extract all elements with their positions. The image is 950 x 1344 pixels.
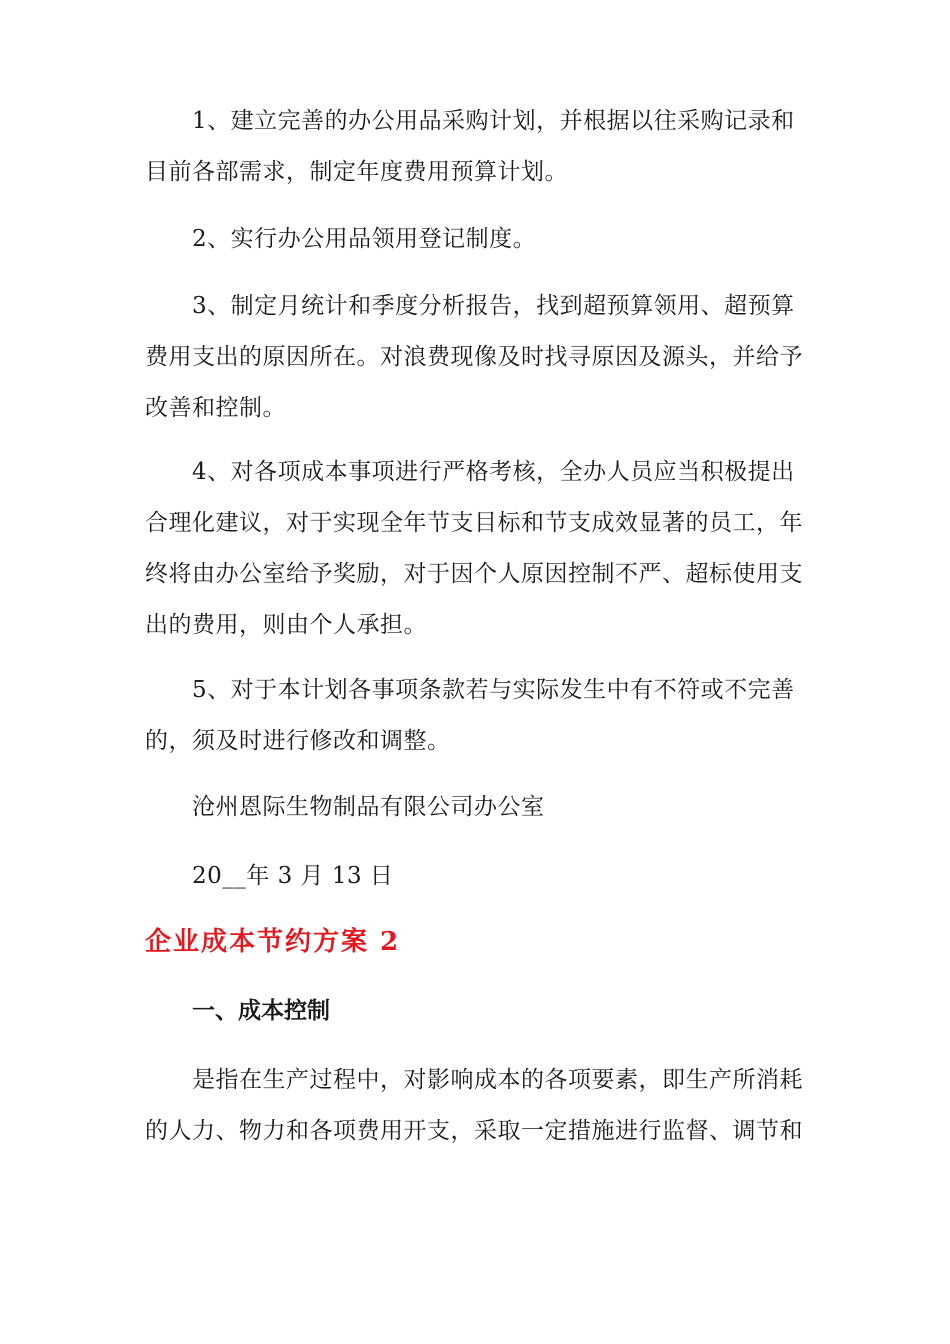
signature-org: 沧州恩际生物制品有限公司办公室 <box>192 794 545 820</box>
item-4-line-4: 出的费用，则由个人承担。 <box>145 612 427 638</box>
item-2-line-1: 2、实行办公用品领用登记制度。 <box>192 226 537 252</box>
item-5-line-1: 5、对于本计划各事项条款若与实际发生中有不符或不完善 <box>192 677 795 703</box>
item-4 <box>145 447 810 651</box>
item-1-line-1: 1、建立完善的办公用品采购计划，并根据以往采购记录和 <box>192 108 795 134</box>
item-3-line-1: 3、制定月统计和季度分析报告，找到超预算领用、超预算 <box>192 293 795 319</box>
item-2 <box>145 214 810 265</box>
item-3-line-3: 改善和控制。 <box>145 395 286 421</box>
item-5-line-2: 的，须及时进行修改和调整。 <box>145 728 451 754</box>
section-subheading: 一、成本控制 <box>192 998 330 1024</box>
item-4-line-3: 终将由办公室给予奖励，对于因个人原因控制不严、超标使用支 <box>145 561 803 587</box>
signature-date: 20__年 3 月 13 日 <box>192 863 394 889</box>
section-body-line-2: 的人力、物力和各项费用开支，采取一定措施进行监督、调节和 <box>145 1118 803 1144</box>
item-3 <box>145 281 810 434</box>
item-1-line-2: 目前各部需求，制定年度费用预算计划。 <box>145 159 568 185</box>
item-3-line-2: 费用支出的原因所在。对浪费现像及时找寻原因及源头，并给予 <box>145 344 803 370</box>
section-title: 企业成本节约方案 2 <box>145 927 401 957</box>
section-body-line-1: 是指在生产过程中，对影响成本的各项要素，即生产所消耗 <box>192 1067 803 1093</box>
item-4-line-1: 4、对各项成本事项进行严格考核，全办人员应当积极提出 <box>192 459 795 485</box>
item-5 <box>145 665 810 767</box>
section-body <box>145 1055 810 1157</box>
item-4-line-2: 合理化建议，对于实现全年节支目标和节支成效显著的员工，年 <box>145 510 803 536</box>
item-1 <box>145 96 810 198</box>
